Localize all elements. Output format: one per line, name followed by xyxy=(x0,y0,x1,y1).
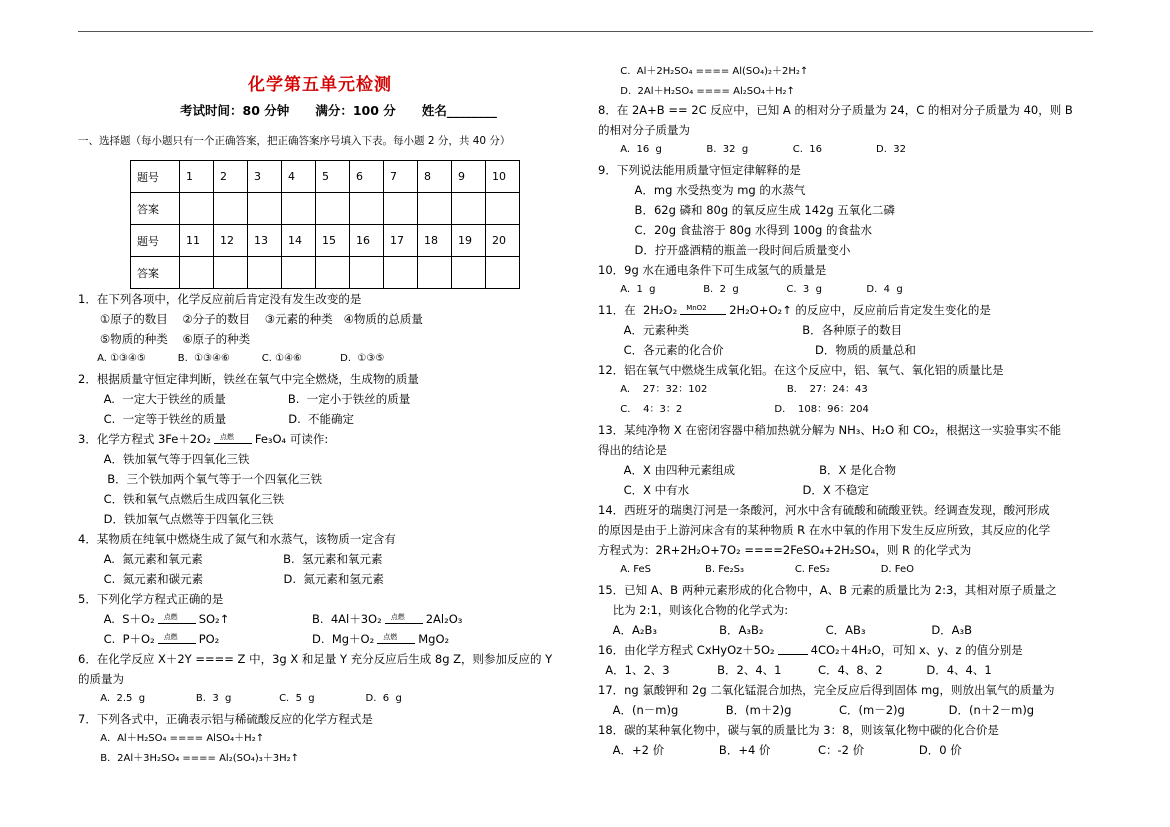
q16-choices: A．1、2、3 B．2、4、1 C．4、8、2 D．4、4、1 xyxy=(598,663,992,677)
question-15-cont: 比为 2:1，则该化合物的化学式为: xyxy=(598,603,789,617)
question-3 xyxy=(78,431,328,447)
q7-choice-c: C. Al＋2H₂SO₄ ==== Al(SO₄)₂＋2H₂↑ xyxy=(598,66,809,77)
number-cell: 4 xyxy=(282,161,316,193)
question-2: 2．根据质量守恒定律判断，铁丝在氧气中完全燃烧，生成物的质量 xyxy=(78,372,419,386)
answer-cell xyxy=(452,257,486,289)
question-6-cont: 的质量为 xyxy=(78,672,124,686)
condition-label: 点燃 xyxy=(163,613,178,621)
number-cell: 10 xyxy=(486,161,520,193)
number-cell: 6 xyxy=(350,161,384,193)
q3-choice-d: D．铁加氧气点燃等于四氧化三铁 xyxy=(78,512,274,526)
reaction-arrow xyxy=(385,615,423,624)
answer-cell xyxy=(248,193,282,225)
q2-choices-ab: A. 一定大于铁丝的质量 B. 一定小于铁丝的质量 xyxy=(78,392,411,406)
question-14: 14．西班牙的瑞奥汀河是一条酸河，河水中含有硫酸和硫酸亚铁。经调查发现，酸河形成 xyxy=(598,503,1050,517)
question-13-cont: 得出的结论是 xyxy=(598,443,667,457)
question-18: 18．碳的某种氧化物中，碳与氧的质量比为 3：8，则该氧化物中碳的化合价是 xyxy=(598,723,999,737)
question-8-cont: 的相对分子质量为 xyxy=(598,123,690,137)
answer-cell xyxy=(350,193,384,225)
q3-choice-b: B．三个铁加两个氧气等于一个四氧化三铁 xyxy=(78,472,323,486)
q1-options-a: ①原子的数目 ②分子的数目 ③元素的种类 ④物质的总质量 xyxy=(78,312,423,326)
q8-choices: A. 16 g B. 32 g C. 16 D. 32 xyxy=(598,144,906,155)
q5-b-product: 2Al₂O₃ xyxy=(425,612,463,626)
number-cell: 20 xyxy=(486,225,520,257)
number-cell: 17 xyxy=(384,225,418,257)
q4-choices-ab: A. 氮元素和氧元素 B. 氢元素和氧元素 xyxy=(78,552,383,566)
q7-choice-a: A．Al＋H₂SO₄ ==== AlSO₄＋H₂↑ xyxy=(78,733,265,744)
question-16 xyxy=(598,642,1023,658)
q14-choices: A. FeS B. Fe₂S₃ C. FeS₂ D. FeO xyxy=(598,564,915,575)
q3-product: Fe₃O₄ 可读作: xyxy=(254,432,329,446)
row-header-cell: 题号 xyxy=(131,225,180,257)
answer-cell xyxy=(316,193,350,225)
question-17: 17．ng 氯酸钾和 2g 二氧化锰混合加热，完全反应后得到固体 mg，则放出氧气的质量为 xyxy=(598,683,1055,697)
q1-options-b: ⑤物质的种类 ⑥原子的种类 xyxy=(78,332,251,346)
answer-cell xyxy=(418,193,452,225)
number-cell: 13 xyxy=(248,225,282,257)
q18-choices: A．+2 价 B．+4 价 C：-2 价 D．0 价 xyxy=(598,743,962,757)
answer-cell xyxy=(452,193,486,225)
q1-choices: A. ①③④⑤ B. ①③④⑥ C. ①④⑥ D. ①③⑤ xyxy=(78,353,385,364)
answer-cell xyxy=(316,257,350,289)
table-row xyxy=(131,193,520,225)
q5-b-text: B. 4Al＋3O₂ xyxy=(312,612,382,626)
row-header-cell: 题号 xyxy=(131,161,180,193)
question-14-cont1: 的原因是由于上游河床含有的某种物质 R 在水中氧的作用下发生反应所致，其反应的化学 xyxy=(598,523,1051,537)
number-cell: 2 xyxy=(214,161,248,193)
q5-choice-d xyxy=(312,631,449,647)
question-4: 4．某物质在纯氧中燃烧生成了氮气和水蒸气，该物质一定含有 xyxy=(78,532,396,546)
q17-choices: A．(n－m)g B．(m＋2)g C．(m－2)g D．(n＋2－m)g xyxy=(598,703,1035,717)
q11-text: 11．在 2H₂O₂ xyxy=(598,303,678,317)
table-row xyxy=(131,161,520,193)
q3-choice-a: A．铁加氧气等于四氧化三铁 xyxy=(78,452,250,466)
question-8: 8．在 2A+B == 2C 反应中，已知 A 的相对分子质量为 24，C 的相对分子质量为 40，则 B xyxy=(598,103,1073,117)
q5-choice-c xyxy=(78,631,219,647)
question-10: 10．9g 水在通电条件下可生成氢气的质量是 xyxy=(598,263,827,277)
answer-cell xyxy=(180,257,214,289)
q3-choice-c: C．铁和氧气点燃后生成四氧化三铁 xyxy=(78,492,285,506)
q5-d-text: D. Mg＋O₂ xyxy=(312,632,375,646)
answer-cell xyxy=(486,193,520,225)
number-cell: 14 xyxy=(282,225,316,257)
q11-choices-ab: A．元素种类 B．各种原子的数目 xyxy=(598,323,903,337)
section-heading: 一、选择题（每小题只有一个正确答案，把正确答案序号填入下表。每小题 2 分，共 40 分） xyxy=(78,135,511,147)
table-row xyxy=(131,225,520,257)
q7-choice-b: B．2Al＋3H₂SO₄ ==== Al₂(SO₄)₃＋3H₂↑ xyxy=(78,753,300,764)
q5-choice-b xyxy=(312,611,462,627)
answer-cell xyxy=(418,257,452,289)
answer-cell xyxy=(248,257,282,289)
answer-cell xyxy=(180,193,214,225)
question-12: 12．铝在氧气中燃烧生成氧化铝。在这个反应中，铝、氧气、氧化铝的质量比是 xyxy=(598,363,1004,377)
q15-choices: A．A₂B₃ B．A₃B₂ C．AB₃ D．A₃B xyxy=(598,623,973,637)
answer-cell xyxy=(384,193,418,225)
question-13: 13．某纯净物 X 在密闭容器中稍加热就分解为 NH₃、H₂O 和 CO₂，根据这一实验事实不能 xyxy=(598,423,1062,437)
condition-label: MnO2 xyxy=(686,304,707,312)
q12-choices-cd: C. 4：3：2 D. 108：96：204 xyxy=(598,404,869,415)
question-15: 15．已知 A、B 两种元素形成的化合物中，A、B 元素的质量比为 2:3，其相对原子质量之 xyxy=(598,583,1057,597)
q5-d-product: MgO₂ xyxy=(418,632,450,646)
top-rule xyxy=(78,31,1093,32)
q16-text: 16．由化学方程式 CxHyOz＋5O₂ xyxy=(598,643,775,657)
q5-a-product: SO₂↑ xyxy=(198,612,230,626)
q7-choice-d: D. 2Al＋H₂SO₄ ==== Al₂SO₄＋H₂↑ xyxy=(598,86,795,97)
q5-c-text: C. P＋O₂ xyxy=(78,632,155,646)
answer-cell xyxy=(214,193,248,225)
question-5: 5．下列化学方程式正确的是 xyxy=(78,592,224,606)
number-cell: 1 xyxy=(180,161,214,193)
question-11 xyxy=(598,302,991,318)
answer-cell xyxy=(214,257,248,289)
q9-choice-c: C．20g 食盐溶于 80g 水得到 100g 的食盐水 xyxy=(598,223,872,237)
q12-choices-ab: A. 27：32：102 B. 27：24：43 xyxy=(598,384,868,395)
number-cell: 9 xyxy=(452,161,486,193)
number-cell: 16 xyxy=(350,225,384,257)
answer-table xyxy=(130,160,520,289)
number-cell: 18 xyxy=(418,225,452,257)
number-cell: 11 xyxy=(180,225,214,257)
number-cell: 3 xyxy=(248,161,282,193)
number-cell: 12 xyxy=(214,225,248,257)
q4-choices-cd: C. 氮元素和碳元素 D. 氮元素和氢元素 xyxy=(78,572,384,586)
answer-cell xyxy=(282,193,316,225)
question-9: 9．下列说法能用质量守恒定律解释的是 xyxy=(598,163,801,177)
answer-cell xyxy=(350,257,384,289)
number-cell: 7 xyxy=(384,161,418,193)
q10-choices: A. 1 g B. 2 g C. 3 g D. 4 g xyxy=(598,284,903,295)
row-header-cell: 答案 xyxy=(131,257,180,289)
question-7: 7．下列各式中，正确表示铝与稀硫酸反应的化学方程式是 xyxy=(78,712,373,726)
q9-choice-a: A．mg 水受热变为 mg 的水蒸气 xyxy=(598,183,806,197)
condition-label: 点燃 xyxy=(390,613,405,621)
q2-choices-cd: C. 一定等于铁丝的质量 D. 不能确定 xyxy=(78,412,355,426)
q9-choice-b: B．62g 磷和 80g 的氧反应生成 142g 五氧化二磷 xyxy=(598,203,895,217)
table-row xyxy=(131,257,520,289)
condition-label: 点燃 xyxy=(219,433,234,441)
q16-rest: 4CO₂＋4H₂O，可知 x、y、z 的值分别是 xyxy=(810,643,1023,657)
q11-choices-cd: C．各元素的化合价 D．物质的质量总和 xyxy=(598,343,916,357)
q5-a-text: A. S＋O₂ xyxy=(78,612,155,626)
answer-cell xyxy=(282,257,316,289)
q3-text: 3．化学方程式 3Fe＋2O₂ xyxy=(78,432,211,446)
q13-choices-ab: A．X 由四种元素组成 B．X 是化合物 xyxy=(598,463,896,477)
reaction-arrow xyxy=(158,615,196,624)
question-14-cont2: 方程式为：2R+2H₂O+7O₂ ====2FeSO₄+2H₂SO₄，则 R 的化学式为 xyxy=(598,543,972,557)
answer-cell xyxy=(384,257,418,289)
exam-info: 考试时间：80 分钟 满分：100 分 姓名________ xyxy=(180,103,497,118)
q5-choices-ab xyxy=(78,611,229,627)
condition-label: 点燃 xyxy=(163,633,178,641)
question-1: 1．在下列各项中，化学反应前后肯定没有发生改变的是 xyxy=(78,292,362,306)
question-6: 6．在化学反应 X＋2Y ==== Z 中，3g X 和足量 Y 充分反应后生成 8g Z，则参加反应的 Y xyxy=(78,652,553,666)
q11-rest: 2H₂O+O₂↑ 的反应中，反应前后肯定发生变化的是 xyxy=(729,303,991,317)
reaction-arrow xyxy=(778,646,808,655)
reaction-arrow xyxy=(158,635,196,644)
number-cell: 15 xyxy=(316,225,350,257)
page-title: 化学第五单元检测 xyxy=(248,75,392,95)
q9-choice-d: D．拧开盛酒精的瓶盖一段时间后质量变小 xyxy=(598,243,851,257)
q6-choices: A. 2.5 g B. 3 g C. 5 g D. 6 g xyxy=(78,693,402,704)
number-cell: 5 xyxy=(316,161,350,193)
number-cell: 8 xyxy=(418,161,452,193)
reaction-arrow xyxy=(377,635,415,644)
q5-c-product: PO₂ xyxy=(198,632,220,646)
row-header-cell: 答案 xyxy=(131,193,180,225)
q13-choices-cd: C．X 中有水 D．X 不稳定 xyxy=(598,483,869,497)
reaction-arrow xyxy=(680,306,726,315)
answer-cell xyxy=(486,257,520,289)
condition-label: 点燃 xyxy=(383,633,398,641)
number-cell: 19 xyxy=(452,225,486,257)
reaction-arrow xyxy=(214,435,252,444)
